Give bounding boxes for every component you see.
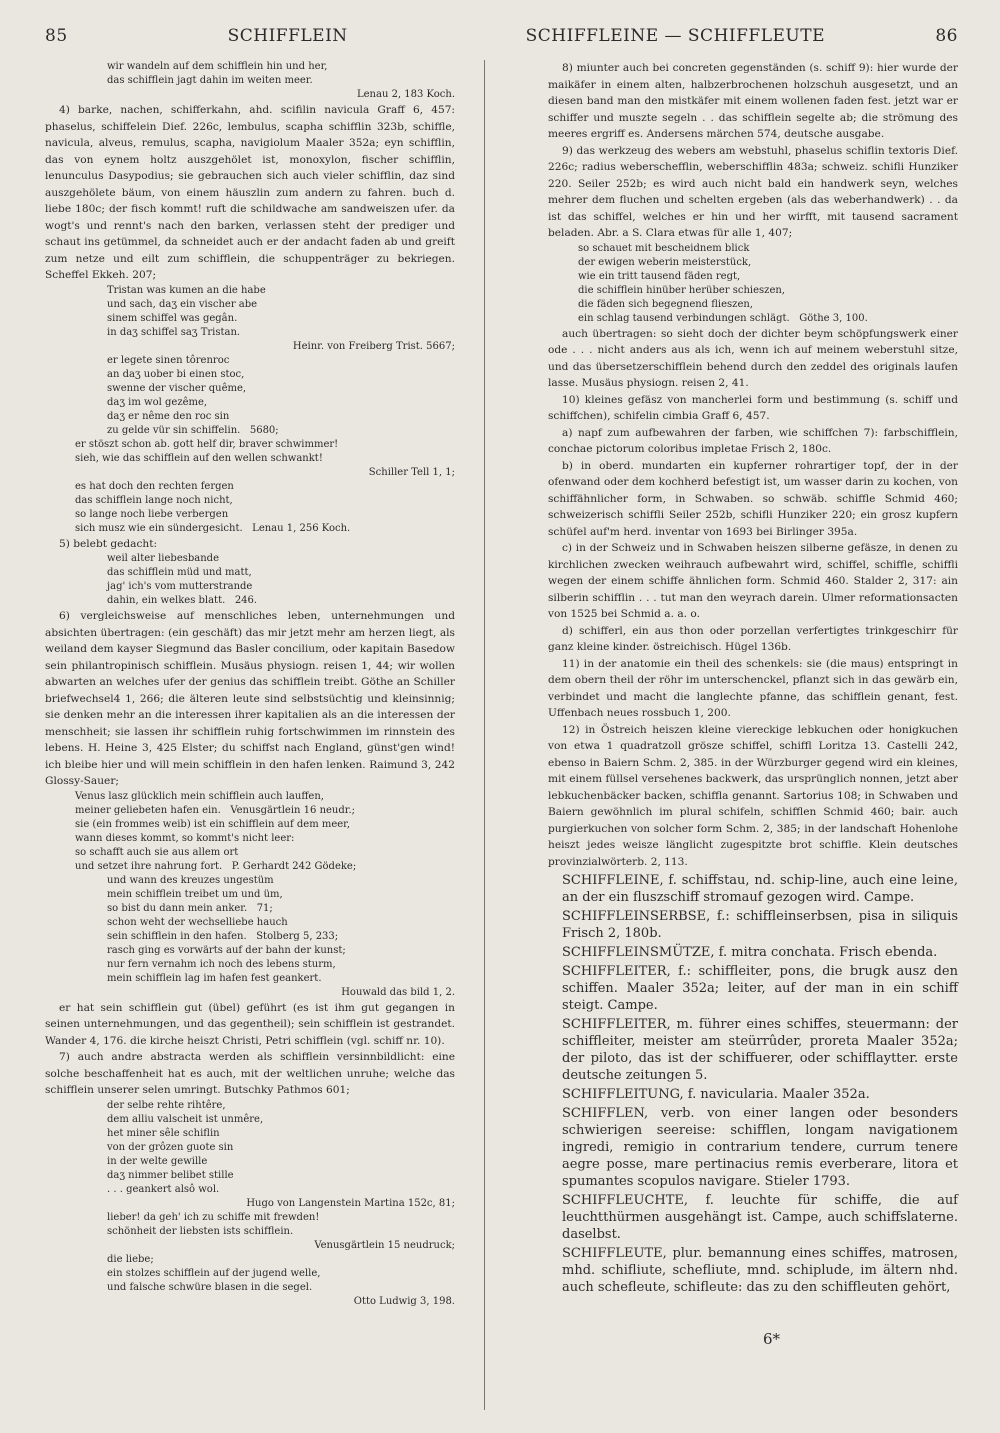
definition-paragraph: 5) belebt gedacht: <box>59 537 158 550</box>
entry-headword-paragraph: SCHIFFLEUCHTE, f. leuchte für schiffe, die auf leuchtthürmen ausgehängt ist. Campe, auch schiffslaterne. daselbst. <box>562 1193 958 1242</box>
definition-paragraph: 12) in Östreich heiszen kleine viereckige lebkuchen oder honigkuchen von etwa 1 quadratzoll grösze schiffel, schiffl Loritza 13. Castelli 242, ebenso in Baiern Schm. 2, 385. in der Würzburger gegend wird ein kleines, mit einem füllsel versehenes backwerk, das ursprünglich nonnen, jetzt aber lebkuchenbäcker backen, schiffla genannt. Sartorius 108; in Schwaben und Baiern gewöhnlich im plural schifeln, schifflen Schmid 460; bair. auch purgierkuchen von solcher form Schm. 2, 385; in der landschaft Hohenlohe heiszt jedes weisze länglicht zugespitzte brot schiffle. Klein deutsches provinzialwörterb. 2, 113. <box>548 723 958 868</box>
definition-paragraph: er hat sein schifflein gut (übel) geführt (es ist ihm gut gegangen in seinen unternehmungen, und das gegentheil); sein schifflein ist gestrandet. Wander 4, 176. die kirche heiszt Christi, Petri schifflein (vgl. schiff nr. 10). <box>45 1001 455 1047</box>
verse-block: lieber! da geh' ich zu schiffe mit frewden! schönheit der liebsten ists schifflein. <box>107 1211 320 1237</box>
left-column <box>45 60 455 1309</box>
entry-headword-paragraph: SCHIFFLEINE, f. schiffstau, nd. schip-line, auch eine leine, an der ein fluszschiff stromauf gezogen wird. Campe. <box>562 873 958 905</box>
entry-headword-paragraph: SCHIFFLEITER, m. führer eines schiffes, steuermann: der schiffleiter, meister am steürrûder, proreta Maaler 352a; der piloto, das ist der schiffuerer, oder schifflaytter. erste deutsche zeitungen 5. <box>562 1017 958 1083</box>
definition-paragraph: 8) miunter auch bei concreten gegenständen (s. schiff 9): hier wurde der maikäfer in einem alten, halbzerbrochenen holzschuh ausgesetzt, und an diesen band man den mistkäfer mit einem wollenen faden fest. jetzt war er schiffer und muszte segeln . . das schifflein segelte ab; die strömung des meeres ergriff es. Andersens märchen 574, deutsche ausgabe. <box>548 62 958 140</box>
source-citation: Heinr. von Freiberg Trist. 5667; <box>292 340 455 352</box>
definition-paragraph: auch übertragen: so sieht doch der dichter beym schöpfungswerk einer ode . . . nicht anders aus als ich, wenn ich auf meinem weberstuhl sitze, und das übersetzerschifflein behend durch den zeddel des originals laufen lasse. Musäus physiogn. reisen 2, 41. <box>548 327 958 389</box>
entry-headword-paragraph: SCHIFFLEINSMÜTZE, f. mitra conchata. Frisch ebenda. <box>562 945 938 960</box>
verse-block: er stöszt schon ab. gott helf dir, braver schwimmer! sieh, wie das schifflein auf den wellen schwankt! <box>75 438 339 464</box>
source-citation: Hugo von Langenstein Martina 152c, 81; <box>246 1197 455 1209</box>
verse-block: weil alter liebesbande das schifflein müd und matt, jag' ich's vom mutterstrande dahin, ein welkes blatt. 246. <box>107 553 258 606</box>
verse-block: die liebe; ein stolzes schifflein auf der jugend welle, und falsche schwüre blasen in die segel. <box>107 1253 321 1293</box>
verse-block: so schauet mit bescheidnem blick der ewigen weberin meisterstück, wie ein tritt tausend fäden regt, die schifflein hinüber herüber schieszen, die fäden sich begegnend flieszen, ein schlag tausend verbindungen schlägt. Göthe 3, 100. <box>578 242 868 324</box>
source-citation: Schiller Tell 1, 1; <box>368 466 455 478</box>
entry-headword-paragraph: SCHIFFLEUTE, plur. bemannung eines schiffes, matrosen, mhd. schifliute, schefliute, mnd. schiplude, im ältern nhd. auch schefleute, schifleute: das zu den schiffleuten gehört, <box>562 1246 958 1295</box>
running-header <box>45 26 958 56</box>
page-number-left: 85 <box>45 26 68 46</box>
header-title-right: SCHIFFLEINE — SCHIFFLEUTE <box>525 26 825 46</box>
definition-paragraph: 9) das werkzeug des webers am webstuhl, phaselus schiflin textoris Dief. 226c; radius weberschefflin, weberschifflin 483a; schweiz. schifli Hunziker 220. Seiler 252b; es wird auch nicht bald ein handwerk seyn, welches mehrer dem fluchen und schelten ergeben (als das weberhandwerk) . . da ist das schiffel, welches er hin und her wirfft, mit tausend sacrament beladen. Abr. a S. Clara etwas für alle 1, 407; <box>548 144 958 239</box>
verse-block: es hat doch den rechten fergen das schifflein lange noch nicht, so lange noch liebe verbergen sich musz wie ein sündergesicht. Lenau 1, 256 Koch. <box>75 480 351 534</box>
two-column-body <box>45 60 958 1309</box>
verse-block: der selbe rehte rihtêre, dem alliu valscheit ist unmêre, het miner sêle schiflin von der grôzen guote sin in der welte gewille daʒ nimmer belibet stille . . . geankert alsô wol. <box>107 1099 264 1195</box>
source-citation: Houwald das bild 1, 2. <box>341 986 455 998</box>
definition-paragraph: 7) auch andre abstracta werden als schifflein versinnbildlicht: eine solche beschaffenheit hat es auch, mit der weltlichen unruhe; welche das schifflein unserer selen umringt. Butschky Pathmos 601; <box>45 1051 455 1096</box>
definition-paragraph: d) schifferl, ein aus thon oder porzellan verfertigtes trinkgeschirr für ganz kleine kinder. östreichisch. Hügel 136b. <box>548 624 958 653</box>
entry-headword-paragraph: SCHIFFLEN, verb. von einer langen oder besonders schwierigen seereise: schifflen, longam navigationem ingredi, remigio in contrarium tendere, currum tenere aegre posse, mare pertinacius remis everberare, litora et spumantes scopulos navigare. Stieler 1793. <box>562 1106 958 1189</box>
verse-block: Tristan was kumen an die habe und sach, daʒ ein vischer abe sinem schiffel was gegân. in daʒ schiffel saʒ Tristan. <box>107 284 266 338</box>
column-divider <box>484 60 485 1410</box>
definition-paragraph: a) napf zum aufbewahren der farben, wie schiffchen 7): farbschifflein, conchae pictorum coloribus impletae Frisch 2, 180c. <box>548 426 958 455</box>
signature-mark: 6* <box>762 1330 780 1348</box>
definition-paragraph: 4) barke, nachen, schifferkahn, ahd. scifilin navicula Graff 6, 457: phaselus, schiffelein Dief. 226c, lembulus, scapha schifflin 323b, schiffle, navicula, alveus, remulus, scapha, navigiolum Maaler 352a; eyn schifflin, das von eynem holtz auszgehölet ist, monoxylon, fischer schifflin, lenunculus Dasypodius; sie gebrauchen sich auch vieler schifflin, daz sind auszgehölete bäum, von einem häuszlin zum andern zu fahren. buch d. liebe 180c; der fisch kommt! ruft die schildwache am sandweiszen ufer. da wogt's und rennt's nach den barken, verlassen steht der prediger und schaut ins getümmel, da schneidet auch er der andacht faden ab und greift zum netze und eilt zum schifflein, die schuppenträger zu bekriegen. Scheffel Ekkeh. 207; <box>45 104 455 281</box>
definition-paragraph: 10) kleines gefäsz von mancherlei form und bestimmung (s. schiff und schiffchen), schifelin cimbia Graff 6, 457. <box>548 393 958 422</box>
source-citation: Otto Ludwig 3, 198. <box>353 1295 455 1307</box>
verse-block: Venus lasz glücklich mein schifflein auch lauffen, meiner geliebeten hafen ein. Venusgärtlein 16 neudr.; sie (ein frommes weib) ist ein schifflein auf dem meer, wann dieses kommt, so kommt's nicht leer: so schafft auch sie aus allem ort und setzet ihre nahrung fort. P. Gerhardt 242 Gödeke; <box>75 790 357 872</box>
definition-paragraph: c) in der Schweiz und in Schwaben heiszen silberne gefäsze, in denen zu kirchlichen zwecken weihrauch aufbewahrt wird, schiffel, schiffle, schiffli wegen der einem schiffe ähnlichen form. Schmid 460. Stalder 2, 317: ain silberin schifflin . . . tut man den weyrach darein. Ulmer reformationsacten von 1525 bei Schmid a. a. o. <box>548 542 958 620</box>
definition-paragraph: 11) in der anatomie ein theil des schenkels: sie (die maus) entspringt in dem obern theil der röhr im unterschenckel, pflanzt sich in das gewärb ein, verbindet und macht die langlechte pfanne, das schifflein genant, fest. Uffenbach neues rossbuch 1, 200. <box>548 657 958 719</box>
definition-paragraph: 6) vergleichsweise auf menschliches leben, unternehmungen und absichten übertragen: (ein geschäft) das mir jetzt mehr am herzen liegt, als weiland dem kayser Siegmund das Basler concilium, oder kapitain Basedow sein philantropinisch schifflein. Musäus physiogn. reisen 1, 44; wir wollen abwarten an welches ufer der genius das schifflein treibt. Göthe an Schiller briefwechsel4 1, 266; die älteren leute sind selbstsüchtig und kleinsinnig; sie denken mehr an die interessen ihrer kapitalien als an die interessen der menschheit; sie lassen ihr schifflein ruhig fortschwimmen im rinnstein des lebens. H. Heine 3, 425 Elster; du schiffst nach England, günst'gen wind! ich bleibe hier und will mein schifflein in den hafen lenken. Raimund 3, 242 Glossy-Sauer; <box>45 610 455 787</box>
entry-headword-paragraph: SCHIFFLEINSERBSE, f.: schiffleinserbsen, pisa in siliquis Frisch 2, 180b. <box>562 909 958 941</box>
source-citation: Lenau 2, 183 Koch. <box>356 89 455 100</box>
entry-headword-paragraph: SCHIFFLEITUNG, f. navicularia. Maaler 352a. <box>562 1087 870 1102</box>
definition-paragraph: b) in oberd. mundarten ein kupferner rohrartiger topf, der in der ofenwand oder dem kochherd befestigt ist, um wasser darin zu kochen, von schiffähnlicher form, in Schwaben. so schwäb. schiffle Schmid 460; schweizerisch schiffli Seiler 252b, schifli Hunziker 220; ein grosz kupfern schüfel auf'm herd. inventar von 1693 bei Birlinger 395a. <box>548 459 958 538</box>
source-citation: Venusgärtlein 15 neudruck; <box>314 1239 455 1251</box>
verse-block: und wann des kreuzes ungestüm mein schifflein treibet um und üm, so bist du dann mein anker. 71; schon weht der wechselliebe hauch sein schifflein in den hafen. Stolberg 5, 233; rasch ging es vorwärts auf der bahn der kunst; nur fern vernahm ich noch des lebens sturm, mein schifflein lag im hafen fest geankert. <box>107 874 346 984</box>
page-number-right: 86 <box>935 26 958 46</box>
entry-headword-paragraph: SCHIFFLEITER, f.: schiffleiter, pons, die brugk ausz den schiffen. Maaler 352a; leiter, auf der man in ein schiff steigt. Campe. <box>562 964 958 1013</box>
verse-block: er legete sinen tôrenroc an daʒ uober bi einen stoc, swenne der vischer quême, daʒ im wol gezême, daʒ er nême den roc sin zu gelde vür sin schiffelin. 5680; <box>107 354 279 436</box>
right-column <box>548 60 958 1309</box>
header-title-left: SCHIFFLEIN <box>227 26 348 46</box>
verse-block: wir wandeln auf dem schifflein hin und her, das schifflein jagt dahin im weiten meer. <box>107 61 328 86</box>
